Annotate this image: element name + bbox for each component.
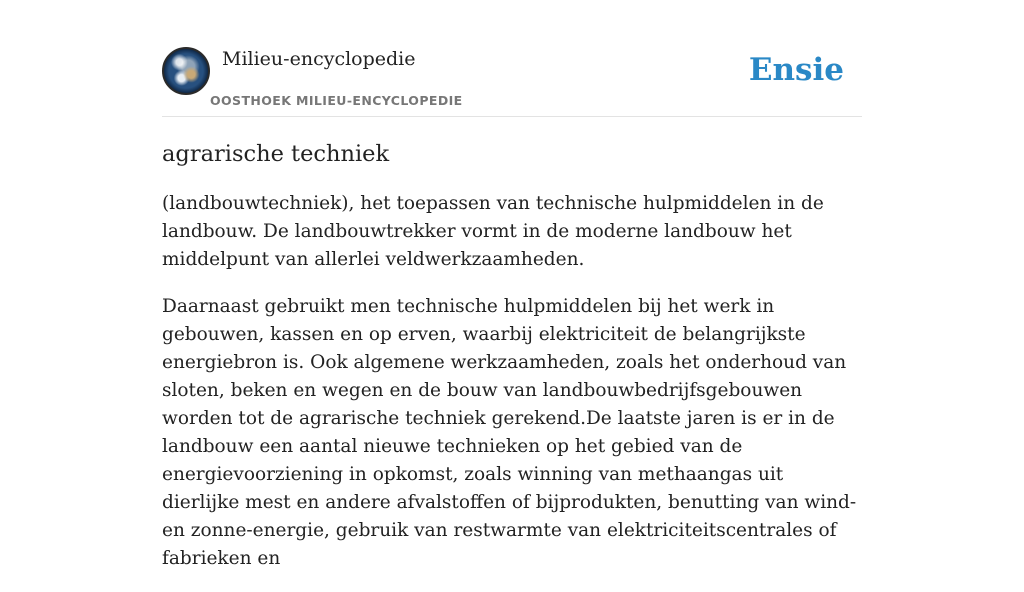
article [162,138,862,592]
header [162,46,862,117]
article-paragraph: (landbouwtechniek), het toepassen van technische hulpmiddelen in de landbouw. De landbouwtrekker vormt in de moderne landbouw het middelpunt van allerlei veldwerkzaamheden. [162,193,824,270]
site-title[interactable]: Milieu-encyclopedie [222,48,416,70]
article-paragraph: Daarnaast gebruikt men technische hulpmiddelen bij het werk in gebouwen, kassen en op erven, waarbij elektriciteit de belangrijkste energiebron is. Ook algemene werkzaamheden, zoals het onderhoud van sloten, beken en wegen en de bouw van landbouwbedrijfsgebouwen worden tot de agrarische techniek gerekend.De laatste jaren is er in de landbouw een aantal nieuwe technieken op het gebied van de energievoorziening in opkomst, zoals winning van methaangas uit dierlijke mest en andere afvalstoffen of bijprodukten, benutting van wind- en zonne-energie, gebruik van restwarmte van elektriciteitscentrales of fabrieken en [162,296,857,569]
site-subtitle[interactable]: OOSTHOEK MILIEU-ENCYCLOPEDIE [210,93,463,108]
brand-logo-link[interactable]: Ensie [748,52,844,88]
article-title: agrarische techniek [162,141,390,167]
globe-icon[interactable] [162,47,210,95]
